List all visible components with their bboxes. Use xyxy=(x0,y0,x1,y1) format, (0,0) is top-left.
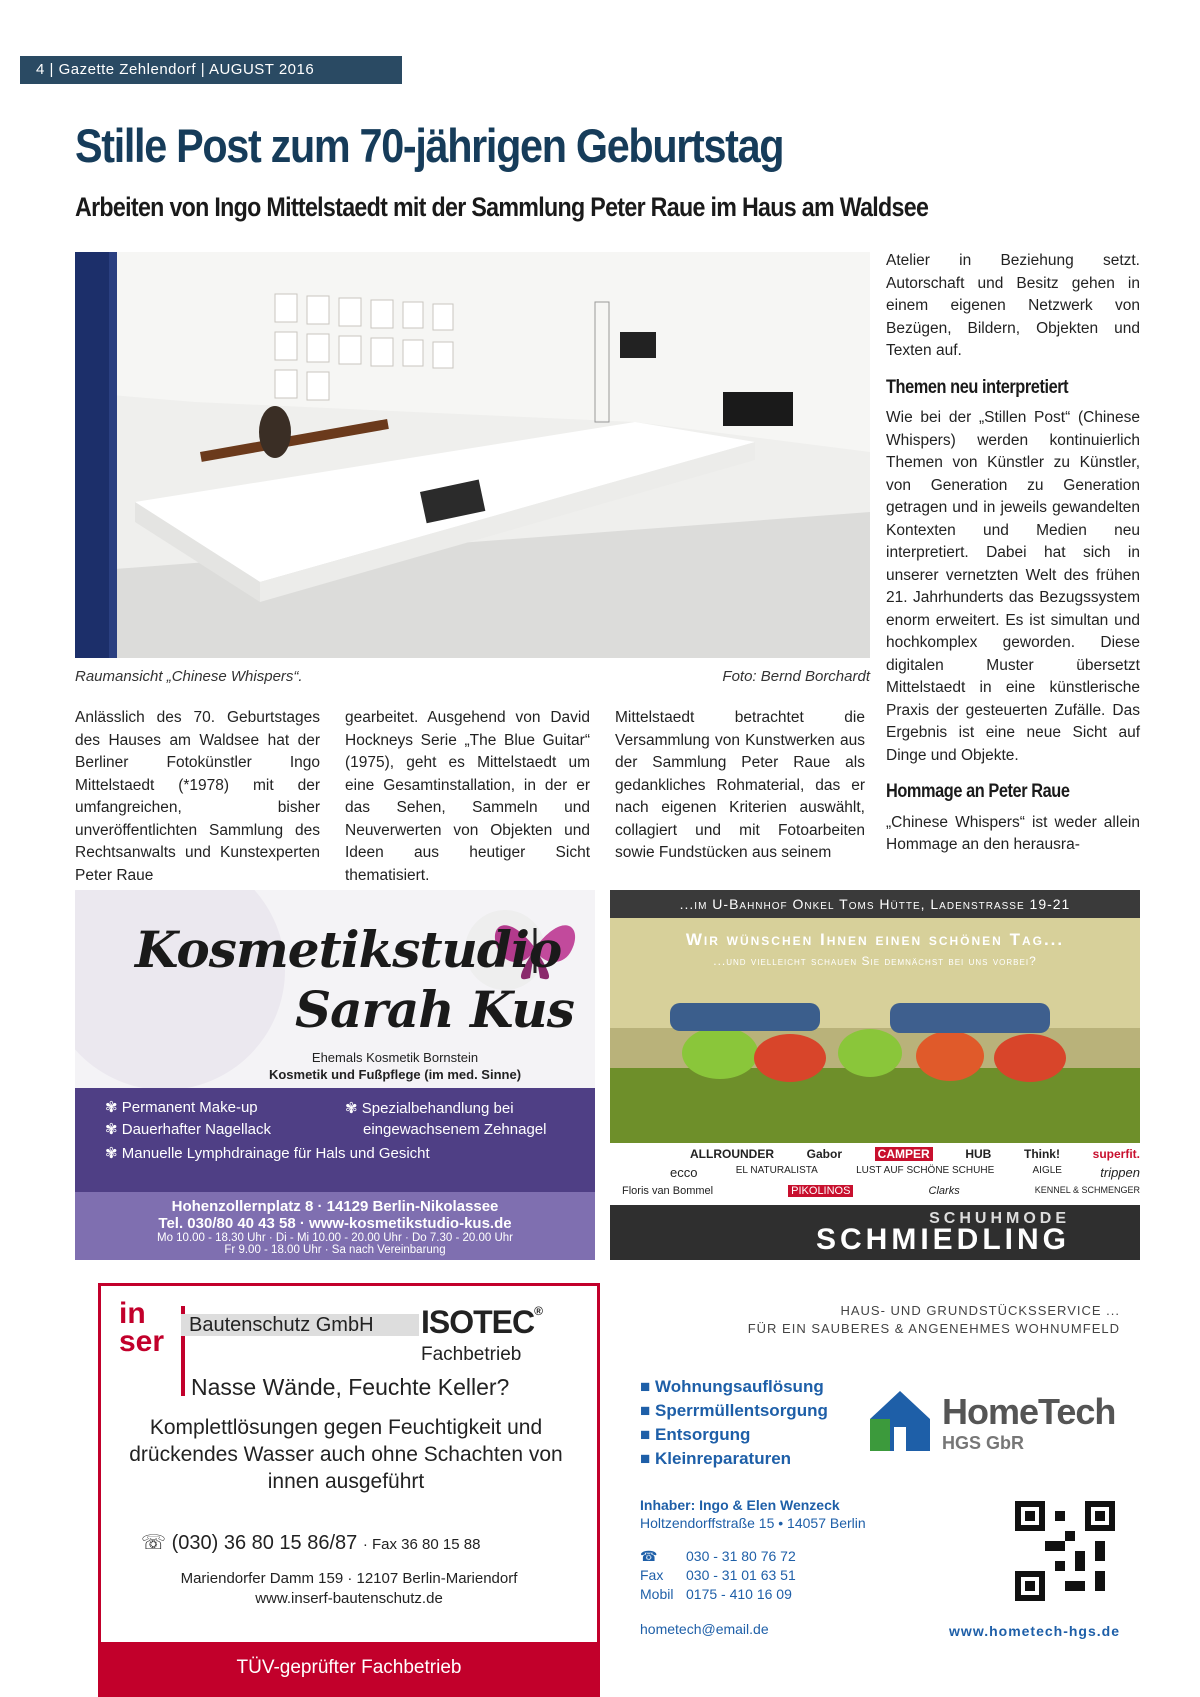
brand-logo: HUB xyxy=(965,1147,992,1161)
brand-row-3 xyxy=(622,1185,1140,1197)
article-text-col1: Anlässlich des 70. Geburtstages des Hauses am Waldsee hat der Berliner Fotokünstler Ingo Mittelstaedt (*1978) mit der umfangreichen, bisher unveröffentlichten Sammlung des Rechtsanwalts und Kunstexperten Peter Raue xyxy=(75,709,320,884)
brand-row-1 xyxy=(690,1147,1140,1161)
feet-in-grass-photo xyxy=(610,918,1140,1143)
inser-phone-line xyxy=(141,1530,480,1555)
service-item: ■ Kleinreparaturen xyxy=(640,1449,792,1468)
service-item: ■ Wohnungsauflösung xyxy=(640,1377,824,1396)
article-subtitle: Arbeiten von Ingo Mittelstaedt mit der Sammlung Peter Raue im Haus am Waldsee xyxy=(75,192,929,222)
photo-caption: Raumansicht „Chinese Whispers“. xyxy=(75,668,303,685)
kosmetik-name-line1: Kosmetikstudio xyxy=(135,920,562,979)
butterfly-bullet-icon: ✾ xyxy=(105,1145,122,1162)
hometech-brand: HomeTech xyxy=(942,1391,1116,1432)
inser-web: www.inserf-bautenschutz.de xyxy=(255,1590,443,1607)
inser-logo-bottom: ser xyxy=(119,1325,165,1358)
brand-logo: EL NATURALISTA xyxy=(735,1165,818,1176)
kosmetik-name-line2: Sarah Kus xyxy=(295,980,574,1039)
hometech-contact xyxy=(640,1547,796,1604)
isotec-sub: Fachbetrieb xyxy=(421,1344,522,1365)
hometech-tag-2: FÜR EIN SAUBERES & ANGENEHMES WOHNUMFELD xyxy=(747,1321,1120,1336)
inser-address: Mariendorfer Damm 159 · 12107 Berlin-Mariendorf xyxy=(180,1570,518,1587)
schuh-greeting: Wir wünschen Ihnen einen schönen Tag... xyxy=(685,930,1065,949)
isotec-logo: ISOTEC® xyxy=(421,1304,542,1340)
article-text-section2: „Chinese Whispers“ ist weder allein Hommage an den herausra- xyxy=(886,813,1140,853)
article-text-col4-intro: Atelier in Beziehung setzt. Autorschaft und Besitz gehen in einem eigenen Netzwerk von Bezügen, Bildern, Objekten und Texten auf. xyxy=(886,252,1140,359)
inser-phone: (030) 36 80 15 86/87 xyxy=(171,1532,358,1554)
house-logo-icon xyxy=(860,1379,940,1459)
hometech-owner: Inhaber: Ingo & Elen Wenzeck xyxy=(640,1497,840,1513)
inser-logo-top: in xyxy=(119,1297,146,1330)
brand-logo: Floris van Bommel xyxy=(622,1185,714,1197)
publication-name: Gazette Zehlendorf xyxy=(58,61,197,78)
brand-logo: PIKOLINOS xyxy=(788,1185,853,1197)
ad-kosmetikstudio xyxy=(75,890,595,1260)
square-bullet-icon: ■ xyxy=(640,1377,655,1396)
inser-company: Bautenschutz GmbH xyxy=(181,1314,419,1336)
article-photo xyxy=(75,252,870,658)
ad-schuhmode-schmiedling xyxy=(610,890,1140,1260)
contact-row: Mobil 0175 - 410 16 09 xyxy=(640,1586,792,1602)
schuh-brand-big: SCHMIEDLING xyxy=(816,1223,1070,1256)
inser-logo xyxy=(119,1297,165,1358)
service-item: ✾ Permanent Make-up xyxy=(105,1099,258,1116)
hometech-services xyxy=(640,1375,828,1471)
kosmetik-services-panel xyxy=(75,1088,595,1192)
square-bullet-icon: ■ xyxy=(640,1425,655,1444)
kosmetik-hours-1: Mo 10.00 - 18.30 Uhr · Di - Mi 10.00 - 20.00 Uhr · Do 7.30 - 20.00 Uhr xyxy=(156,1232,514,1244)
page-number: 4 xyxy=(36,61,45,78)
article-text-section1: Wie bei der „Stillen Post“ (Chinese Whispers) werden kontinuierlich Themen von Künstler zu Künstler, von Generation zu Generation getragen und in jeweils gewandelten Kontexten und Medien neu interpretiert. Dabei hat sich in unserer vernetzten Welt des frühen 21. Jahrhunderts das Bezugssystem enorm erweitert. Es ist simultan und hochkomplex geworden. Diese digitalen Muster übersetzt Mittelstaedt in eine künstlerische Praxis der gesteuerten Zufälle. Das Ergebnis ist eine neue Sicht auf Dinge und Objekte. xyxy=(886,409,1140,764)
brand-logo: CAMPER xyxy=(875,1147,933,1161)
qr-code-icon xyxy=(1015,1501,1115,1601)
brand-logo: superfit. xyxy=(1092,1147,1140,1161)
square-bullet-icon: ■ xyxy=(640,1401,655,1420)
photo-credit: Foto: Bernd Borchardt xyxy=(722,668,870,685)
brand-logo: ecco xyxy=(670,1165,698,1180)
service-item: ✾ Dauerhafter Nagellack xyxy=(105,1121,271,1138)
brand-row-2 xyxy=(670,1165,1140,1180)
article-column-2 xyxy=(345,707,590,887)
hometech-email: hometech@email.de xyxy=(640,1621,769,1637)
inser-fax: · Fax 36 80 15 88 xyxy=(362,1536,481,1553)
separator: | xyxy=(200,61,209,78)
brand-logo: Think! xyxy=(1023,1147,1060,1161)
kosmetik-tagline: Kosmetik und Fußpflege (im med. Sinne) xyxy=(268,1067,522,1082)
kosmetik-contact-panel xyxy=(75,1192,595,1260)
phone-icon: ☏ xyxy=(141,1532,172,1554)
kosmetik-address: Hohenzollernplatz 8 · 14129 Berlin-Nikolassee xyxy=(171,1198,499,1215)
article-title: Stille Post zum 70-jährigen Geburtstag xyxy=(75,119,784,172)
butterfly-bullet-icon: ✾ xyxy=(105,1121,122,1138)
brand-logo: ALLROUNDER xyxy=(690,1147,774,1161)
kosmetik-hours-2: Fr 9.00 - 18.00 Uhr · Sa nach Vereinbarung xyxy=(224,1244,446,1256)
ad-inser-bautenschutz xyxy=(98,1283,600,1697)
page-header-bar xyxy=(20,56,402,84)
kosmetik-phone-web: Tel. 030/80 40 43 58 · www-kosmetikstudio-kus.de xyxy=(158,1215,512,1232)
article-text-col2: gearbeitet. Ausgehend von David Hockneys Serie „The Blue Guitar“ (1975), geht es Mittelstaedt um eine Gesamtinstallation, in der er das Sehen, Sammeln und Neuverwerten von Objekten und Ideen aus heutiger Sicht thematisiert. xyxy=(345,709,590,884)
separator: | xyxy=(49,61,59,78)
brand-logo: Gabor xyxy=(806,1147,842,1161)
gallery-room-illustration xyxy=(75,252,870,658)
square-bullet-icon: ■ xyxy=(640,1449,655,1468)
hometech-address: Holtzendorffstraße 15 • 14057 Berlin xyxy=(640,1515,866,1531)
contact-row: ☎ 030 - 31 80 76 72 xyxy=(640,1548,796,1564)
phone-icon: ☎ xyxy=(640,1548,658,1564)
butterfly-bullet-icon: ✾ xyxy=(345,1100,362,1117)
article-column-4 xyxy=(886,250,1140,857)
service-item: ✾ Manuelle Lymphdrainage für Hals und Gesicht xyxy=(105,1145,430,1162)
brand-logo: KENNEL & SCHMENGER xyxy=(1034,1185,1140,1195)
article-column-3 xyxy=(615,707,865,865)
inser-text: Komplettlösungen gegen Feuchtigkeit und drückendes Wasser auch ohne Schachten von innen ausgeführt xyxy=(129,1416,563,1493)
contact-row: Fax 030 - 31 01 63 51 xyxy=(640,1567,796,1583)
schuh-invite: ...und vielleicht schauen Sie demnächst bei uns vorbei? xyxy=(713,954,1037,968)
brand-logos-strip xyxy=(610,1143,1140,1205)
butterfly-bullet-icon: ✾ xyxy=(105,1099,122,1116)
section-heading-themen: Themen neu interpretiert xyxy=(886,376,1069,398)
inser-footer: TÜV-geprüfter Fachbetrieb xyxy=(101,1642,597,1694)
brand-logo: trippen xyxy=(1100,1165,1140,1180)
schuh-brand-small: SCHUHMODE xyxy=(929,1210,1070,1227)
section-heading-hommage: Hommage an Peter Raue xyxy=(886,781,1070,802)
article-text-col3: Mittelstaedt betrachtet die Versammlung von Kunstwerken aus der Sammlung Peter Raue als gedankliches Rohmaterial, das er nach eigenen Kriterien auswählt, collagiert und mit Fotoarbeiten sowie Fundstücken aus seinem xyxy=(615,709,865,861)
hometech-tag-1: HAUS- UND GRUNDSTÜCKSSERVICE ... xyxy=(840,1303,1120,1318)
brand-logo: LUST AUF SCHÖNE SCHUHE xyxy=(856,1165,995,1176)
ad-hometech xyxy=(620,1283,1140,1683)
hometech-web: www.hometech-hgs.de xyxy=(949,1623,1120,1639)
article-column-1 xyxy=(75,707,320,887)
kosmetik-formerly: Ehemals Kosmetik Bornstein xyxy=(311,1050,479,1065)
service-item: ■ Entsorgung xyxy=(640,1425,751,1444)
issue-date: AUGUST 2016 xyxy=(208,61,315,78)
inser-headline: Nasse Wände, Feuchte Keller? xyxy=(191,1374,510,1400)
service-item: ■ Sperrmüllentsorgung xyxy=(640,1401,828,1420)
hometech-brand-sub: HGS GbR xyxy=(942,1433,1025,1453)
brand-logo: Clarks xyxy=(928,1185,960,1197)
service-item: ✾ Spezialbehandlung bei eingewachsenem Zehnagel xyxy=(345,1100,547,1138)
schuh-location: ...im U-Bahnhof Onkel Toms Hütte, Ladenstrasse 19-21 xyxy=(610,890,1140,918)
brand-logo: AIGLE xyxy=(1032,1165,1062,1176)
